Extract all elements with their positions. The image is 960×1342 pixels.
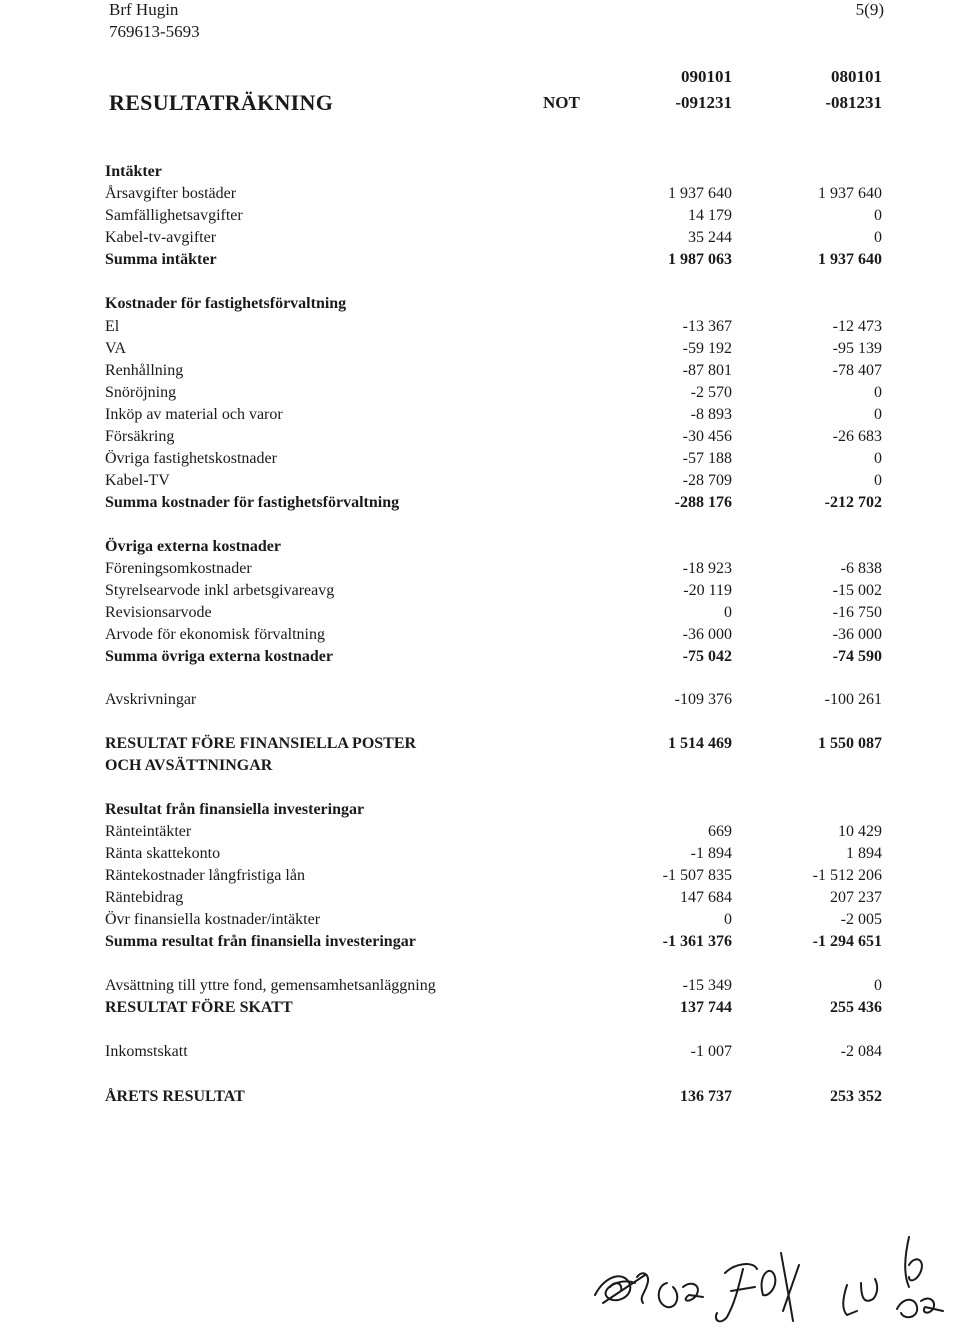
value-2008: -2 005 [840,911,882,928]
section-heading [0,163,960,185]
value-2008: -16 750 [832,604,882,621]
subtotal-row [0,251,960,273]
table-row [0,185,960,207]
value-2009: 35 244 [688,229,732,246]
value-2008: -15 002 [832,582,882,599]
value-2009: 1 937 640 [668,185,732,202]
value-2009: -1 894 [690,845,732,862]
table-row [0,823,960,845]
table-row [0,362,960,384]
value-2008: 0 [874,207,882,224]
row-label: OCH AVSÄTTNINGAR [105,757,273,774]
table-row [0,472,960,494]
table-row [0,1043,960,1065]
col1-period-end: -091231 [675,93,732,112]
value-2009: -75 042 [682,648,732,665]
table-row [0,845,960,867]
value-2008: -36 000 [832,626,882,643]
signature-mark-3 [716,1253,799,1321]
row-label: Snöröjning [105,384,177,401]
value-2009: 136 737 [680,1088,732,1105]
section-heading [0,295,960,317]
row-label: VA [105,340,127,357]
col2-period-end: -081231 [825,93,882,112]
signature-mark-2 [659,1283,703,1307]
row-label: Samfällighetsavgifter [105,207,243,224]
value-2008: 0 [874,472,882,489]
signature-mark-5 [897,1237,943,1317]
value-2008: 1 550 087 [818,735,882,752]
value-2008: 0 [874,229,882,246]
value-2009: -13 367 [682,318,732,335]
value-2008: -6 838 [840,560,882,577]
row-label: Intäkter [105,163,162,180]
result-row-continued [0,757,960,779]
row-label: Försäkring [105,428,175,445]
value-2009: 137 744 [680,999,732,1016]
page-number: 5(9) [855,0,884,19]
row-label: El [105,318,120,335]
value-2009: 669 [708,823,732,840]
row-label: Avsättning till yttre fond, gemensamhetsanläggning [105,977,436,994]
table-row [0,318,960,340]
table-row [0,229,960,251]
table-row [0,450,960,472]
result-row [0,999,960,1021]
row-label: Ränteintäkter [105,823,192,840]
value-2009: -8 893 [690,406,732,423]
table-row [0,911,960,933]
not-column-heading: NOT [543,93,580,112]
table-row [0,582,960,604]
row-label: Summa resultat från finansiella investeringar [105,933,416,950]
value-2008: 1 937 640 [818,185,882,202]
page-title: RESULTATRÄKNING [109,90,334,115]
table-row [0,207,960,229]
value-2008: 1 937 640 [818,251,882,268]
value-2009: -2 570 [690,384,732,401]
value-2008: 253 352 [830,1088,882,1105]
result-row [0,735,960,757]
value-2008: -100 261 [824,691,882,708]
row-label: Kabel-TV [105,472,170,489]
value-2008: -1 294 651 [812,933,882,950]
signature-mark-4 [843,1279,877,1315]
value-2009: -109 376 [674,691,732,708]
value-2008: -12 473 [832,318,882,335]
value-2009: -30 456 [682,428,732,445]
col2-period-start: 080101 [831,67,882,86]
value-2009: -87 801 [682,362,732,379]
value-2009: 14 179 [688,207,732,224]
row-label: Övriga fastighetskostnader [105,450,277,467]
row-label: Kabel-tv-avgifter [105,229,217,246]
table-row [0,406,960,428]
table-row [0,560,960,582]
row-label: Övr finansiella kostnader/intäkter [105,911,321,928]
row-label: Styrelsearvode inkl arbetsgivareavg [105,582,335,599]
table-row [0,384,960,406]
row-label: Räntekostnader långfristiga lån [105,867,305,884]
value-2008: -1 512 206 [812,867,882,884]
value-2008: -2 084 [840,1043,882,1060]
value-2008: -212 702 [824,494,882,511]
table-row [0,428,960,450]
table-row [0,604,960,626]
row-label: Arvode för ekonomisk förvaltning [105,626,325,643]
row-label: RESULTAT FÖRE SKATT [105,999,293,1016]
table-row [0,889,960,911]
value-2009: -36 000 [682,626,732,643]
value-2009: -288 176 [674,494,732,511]
value-2008: 255 436 [830,999,882,1016]
value-2008: 10 429 [838,823,882,840]
table-row [0,977,960,999]
row-label: ÅRETS RESULTAT [105,1088,245,1105]
value-2009: 0 [724,911,732,928]
value-2009: -57 188 [682,450,732,467]
row-label: Räntebidrag [105,889,184,906]
value-2008: -78 407 [832,362,882,379]
section-heading [0,801,960,823]
value-2009: -28 709 [682,472,732,489]
signature-mark-1 [595,1273,648,1303]
subtotal-row [0,933,960,955]
value-2008: 1 894 [846,845,882,862]
final-result-row [0,1088,960,1110]
value-2008: -26 683 [832,428,882,445]
subtotal-row [0,494,960,516]
value-2009: 1 514 469 [668,735,732,752]
value-2009: -20 119 [683,582,732,599]
row-label: Resultat från finansiella investeringar [105,801,365,818]
value-2008: 207 237 [830,889,882,906]
row-label: Summa kostnader för fastighetsförvaltning [105,494,400,511]
section-heading [0,538,960,560]
value-2009: 147 684 [680,889,732,906]
table-row [0,340,960,362]
value-2008: 0 [874,384,882,401]
value-2008: -95 139 [832,340,882,357]
value-2008: 0 [874,450,882,467]
row-label: Revisionsarvode [105,604,212,621]
value-2009: 0 [724,604,732,621]
col1-period-start: 090101 [681,67,732,86]
value-2009: -18 923 [682,560,732,577]
row-label: Avskrivningar [105,691,197,708]
row-label: RESULTAT FÖRE FINANSIELLA POSTER [105,735,417,752]
row-label: Ränta skattekonto [105,845,221,862]
row-label: Inköp av material och varor [105,406,283,423]
value-2009: -1 361 376 [662,933,732,950]
row-label: Summa övriga externa kostnader [105,648,333,665]
row-label: Årsavgifter bostäder [105,185,237,202]
row-label: Renhållning [105,362,184,379]
table-row [0,691,960,713]
value-2008: 0 [874,406,882,423]
value-2009: -1 507 835 [662,867,732,884]
row-label: Summa intäkter [105,251,217,268]
value-2008: -74 590 [832,648,882,665]
org-number: 769613-5693 [109,22,200,41]
value-2009: 1 987 063 [668,251,732,268]
row-label: Övriga externa kostnader [105,538,281,555]
value-2009: -1 007 [690,1043,732,1060]
subtotal-row [0,648,960,670]
value-2008: 0 [874,977,882,994]
value-2009: -59 192 [682,340,732,357]
org-name: Brf Hugin [109,0,179,19]
row-label: Föreningsomkostnader [105,560,252,577]
row-label: Kostnader för fastighetsförvaltning [105,295,347,312]
table-row [0,867,960,889]
row-label: Inkomstskatt [105,1043,188,1060]
value-2009: -15 349 [682,977,732,994]
table-row [0,626,960,648]
handwritten-initials [585,1225,955,1337]
